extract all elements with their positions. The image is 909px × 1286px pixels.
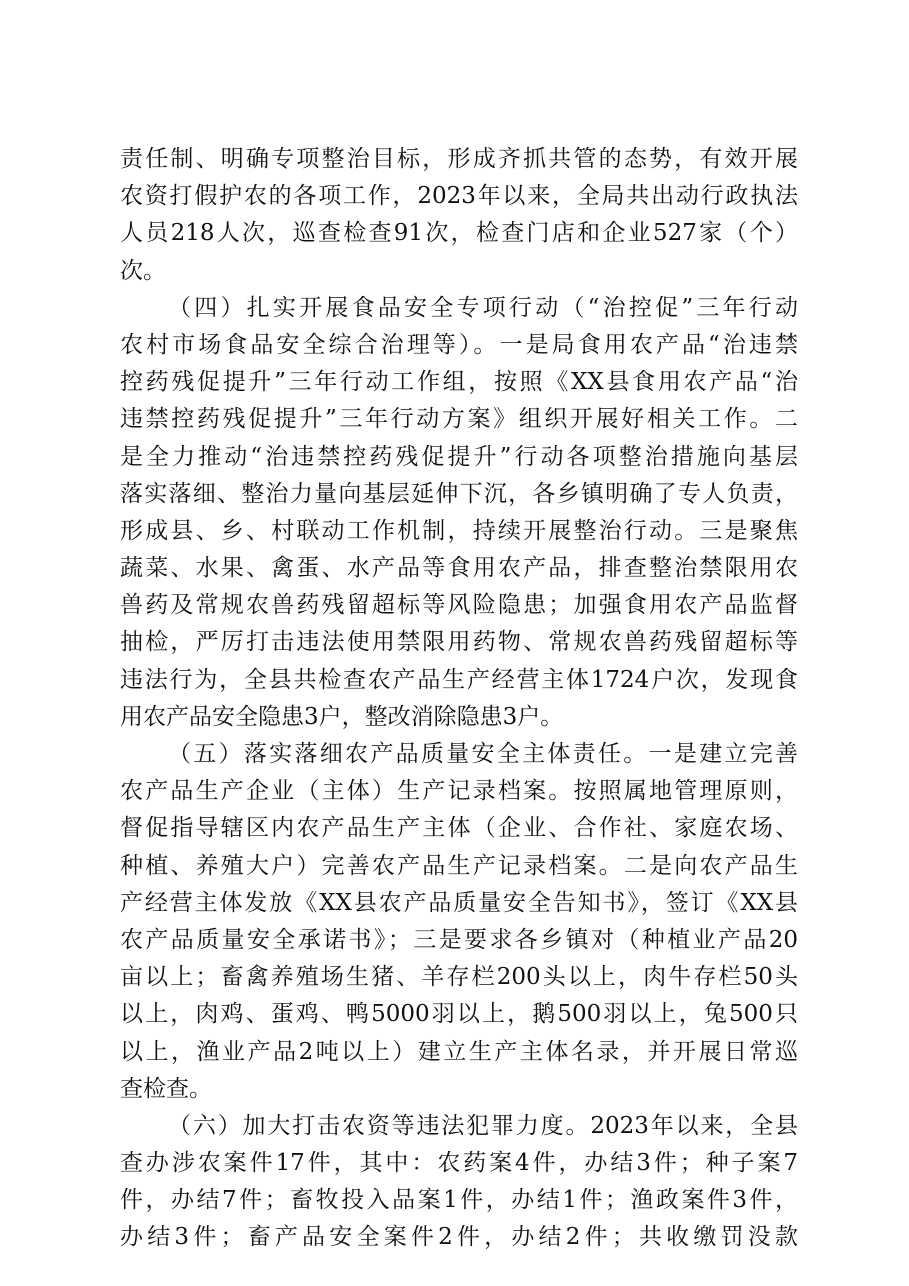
text-line: 件，办结7件；畜牧投入品案1件，办结1件；渔政案件3件，: [120, 1187, 798, 1214]
text-line: 人员218人次，巡查检查91次，检查门店和企业527家（个）: [120, 220, 798, 247]
text-line: 蔬菜、水果、禽蛋、水产品等食用农产品，排查整治禁限用农: [120, 555, 798, 582]
text-line: 抽检，严厉打击违法使用禁限用药物、常规农兽药残留超标等: [120, 629, 798, 656]
text-line: 农村市场食品安全综合治理等）。一是局食用农产品“治违禁: [120, 331, 798, 358]
section-heading-line: （五）落实落细农产品质量安全主体责任。一是建立完善: [168, 741, 798, 767]
paragraph-section-5: [120, 736, 798, 1108]
text-line: 督促指导辖区内农产品生产主体（企业、合作社、家庭农场、: [120, 815, 798, 842]
paragraph-continued: [120, 141, 798, 290]
text-line: 办结3件；畜产品安全案件2件，办结2件；共收缴罚没款: [120, 1224, 798, 1251]
text-line: 以上，肉鸡、蛋鸡、鸭5000羽以上，鹅500羽以上，兔500只: [120, 1001, 798, 1028]
text-line: 查检查。: [120, 1075, 212, 1102]
text-line: 违法行为，全县共检查农产品生产经营主体1724户次，发现食: [120, 666, 798, 693]
text-line: 形成县、乡、村联动工作机制，持续开展整治行动。三是聚焦: [120, 517, 798, 544]
text-line: 产经营主体发放《XX县农产品质量安全告知书》，签订《XX县: [120, 889, 798, 916]
text-line: 是全力推动“治违禁控药残促提升”行动各项整治措施向基层: [120, 443, 798, 470]
document-body: [120, 141, 798, 1257]
text-line: 查办涉农案件17件，其中：农药案4件，办结3件；种子案7: [120, 1150, 798, 1177]
text-line: 兽药及常规农兽药残留超标等风险隐患；加强食用农产品监督: [120, 592, 798, 619]
text-line: 亩以上；畜禽养殖场生猪、羊存栏200头以上，肉牛存栏50头: [120, 964, 798, 991]
text-line: 次。: [120, 257, 166, 284]
section-heading-line: （六）加大打击农资等违法犯罪力度。2023年以来，全县: [168, 1112, 798, 1139]
text-line: 控药残促提升”三年行动工作组，按照《XX县食用农产品“治: [120, 369, 798, 396]
paragraph-section-4: [120, 290, 798, 736]
text-line: 农资打假护农的各项工作，2023年以来，全局共出动行政执法: [120, 183, 798, 210]
text-line: 责任制、明确专项整治目标，形成齐抓共管的态势，有效开展: [120, 146, 798, 172]
paragraph-section-6: [120, 1108, 798, 1257]
text-line: 种植、养殖大户）完善农产品生产记录档案。二是向农产品生: [120, 852, 798, 879]
section-heading-line: （四）扎实开展食品安全专项行动（“治控促”三年行动: [168, 294, 798, 321]
text-line: 违禁控药残促提升”三年行动方案》组织开展好相关工作。二: [120, 406, 798, 433]
text-line: 以上，渔业产品2吨以上）建立生产主体名录，并开展日常巡: [120, 1038, 798, 1065]
text-line: 落实落细、整治力量向基层延伸下沉，各乡镇明确了专人负责，: [120, 480, 798, 507]
text-line: 用农产品安全隐患3户，整改消除隐患3户。: [120, 703, 564, 730]
text-line: 农产品生产企业（主体）生产记录档案。按照属地管理原则，: [120, 778, 798, 805]
text-line: 农产品质量安全承诺书》；三是要求各乡镇对（种植业产品20: [120, 926, 798, 953]
